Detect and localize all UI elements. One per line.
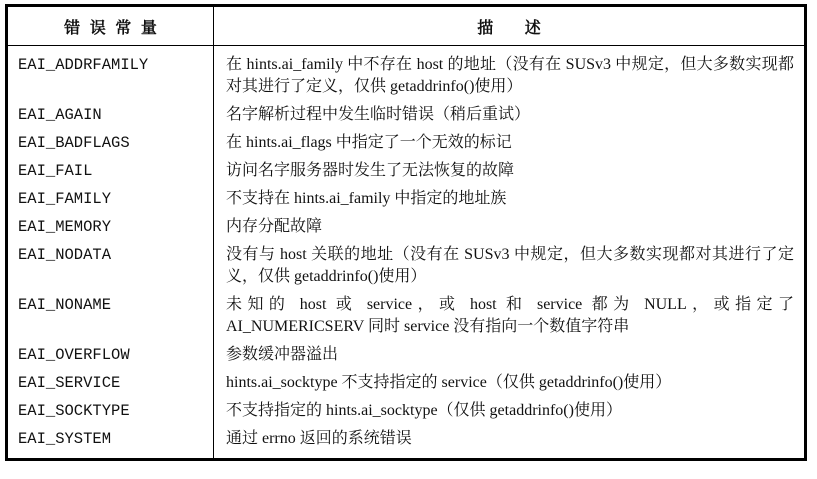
error-description: 访问名字服务器时发生了无法恢复的故障 xyxy=(226,162,515,179)
error-description: 不支持指定的 hints.ai_socktype（仅供 getaddrinfo()使用） xyxy=(226,402,622,419)
error-constant: EAI_SOCKTYPE xyxy=(7,396,214,424)
table-row xyxy=(7,290,806,340)
error-constant: EAI_ADDRFAMILY xyxy=(7,46,214,101)
error-constant: EAI_NODATA xyxy=(7,240,214,290)
error-description: 名字解析过程中发生临时错误（稍后重试） xyxy=(226,106,531,123)
error-description: hints.ai_socktype 不支持指定的 service（仅供 getaddrinfo()使用） xyxy=(226,374,672,391)
error-description: 没有与 host 关联的地址（没有在 SUSv3 中规定，但大多数实现都对其进行了定义，仅供 getaddrinfo()使用） xyxy=(226,246,794,285)
error-constant: EAI_BADFLAGS xyxy=(7,128,214,156)
table-row xyxy=(7,396,806,424)
error-description: 不支持在 hints.ai_family 中指定的地址族 xyxy=(226,190,507,207)
table-row xyxy=(7,212,806,240)
table-row xyxy=(7,100,806,128)
error-constant: EAI_SYSTEM xyxy=(7,424,214,460)
table-row xyxy=(7,424,806,460)
error-description: 在 hints.ai_flags 中指定了一个无效的标记 xyxy=(226,134,512,151)
table-row xyxy=(7,156,806,184)
table-row xyxy=(7,368,806,396)
table-row xyxy=(7,128,806,156)
error-constant: EAI_SERVICE xyxy=(7,368,214,396)
error-constant: EAI_OVERFLOW xyxy=(7,340,214,368)
error-description: 在 hints.ai_family 中不存在 host 的地址（没有在 SUSv3 中规定，但大多数实现都对其进行了定义，仅供 getaddrinfo()使用） xyxy=(226,56,794,95)
table-row xyxy=(7,184,806,212)
error-description: 内存分配故障 xyxy=(226,218,323,235)
error-constant: EAI_FAIL xyxy=(7,156,214,184)
table-row xyxy=(7,240,806,290)
table-header-row xyxy=(7,6,806,46)
error-constant: EAI_NONAME xyxy=(7,290,214,340)
error-description: 参数缓冲器溢出 xyxy=(226,346,339,363)
error-constants-table xyxy=(5,4,807,461)
header-description: 描 述 xyxy=(214,6,806,46)
table-row xyxy=(7,46,806,101)
error-description: 通过 errno 返回的系统错误 xyxy=(226,430,412,447)
error-description: 未知的 host 或 service，或 host 和 service 都为 NULL，或指定了 AI_NUMERICSERV 同时 service 没有指向一个数值字符串 xyxy=(226,296,794,335)
error-constant: EAI_MEMORY xyxy=(7,212,214,240)
table-row xyxy=(7,340,806,368)
header-error-constant: 错 误 常 量 xyxy=(7,6,214,46)
error-constant: EAI_FAMILY xyxy=(7,184,214,212)
error-constant: EAI_AGAIN xyxy=(7,100,214,128)
